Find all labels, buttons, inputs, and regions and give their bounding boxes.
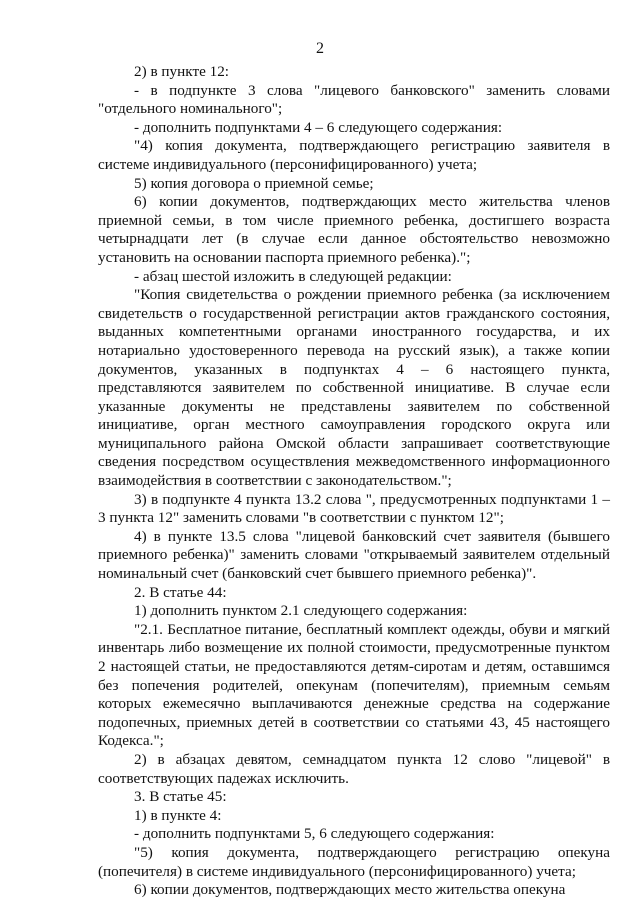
paragraph: 2) в абзацах девятом, семнадцатом пункта 12 слово "лицевой" в соответствующих падежах исключить. (98, 750, 610, 787)
paragraph: 1) дополнить пунктом 2.1 следующего содержания: (134, 602, 468, 620)
paragraph: 5) копия договора о приемной семье; (134, 174, 374, 192)
paragraph: - абзац шестой изложить в следующей редакции: (134, 267, 452, 285)
page-number: 2 (316, 40, 324, 57)
paragraph: "4) копия документа, подтверждающего регистрацию заявителя в системе индивидуального (персонифицированного) учета; (98, 137, 610, 173)
paragraph: 6) копии документов, подтверждающих место жительства опекуна (134, 881, 566, 899)
paragraph: 4) в пункте 13.5 слова "лицевой банковский счет заявителя (бывшего приемного ребенка)" заменить словами "открываемый заявителем отдельный номинальный счет (банковский счет бывшего приемного ребенка)". (98, 527, 610, 583)
paragraph: "Копия свидетельства о рождении приемного ребенка (за исключением свидетельств о государственной регистрации актов гражданского состояния, выданных компетентными органами иностранного государства, и их нотариально удостоверенного перевода на русский язык), а также копии документов, указанных в подпунктах 4 – 6 настоящего пункта, представляются заявителем по собственной инициативе. В случае если указанные документы не представлены заявителем по собственной инициативе, орган местного самоуправления городского округа или муниципального района Омской области запрашивает соответствующие сведения посредством осуществления межведомственного информационного взаимодействия в соответствии с законодательством."; (98, 286, 610, 490)
paragraph: 3) в подпункте 4 пункта 13.2 слова ", предусмотренных подпунктами 1 – 3 пункта 12" заменить словами "в соответствии с пунктом 12"; (98, 490, 610, 527)
paragraph: "5) копия документа, подтверждающего регистрацию опекуна (попечителя) в системе индивидуального (персонифицированного) учета; (98, 843, 610, 880)
paragraph: 3. В статье 45: (134, 788, 227, 806)
paragraph: 2. В статье 44: (134, 583, 227, 601)
paragraph: 2) в пункте 12: (134, 63, 230, 80)
paragraph: "2.1. Бесплатное питание, бесплатный комплект одежды, обуви и мягкий инвентарь либо возмещение их полной стоимости, предусмотренные пунктом 2 настоящей статьи, не предоставляются детям-сиротам и детям, оставшимся без попечения родителей, опекунам (попечителям), приемным семьям которых ежемесячно выплачиваются денежные средства на содержание подопечных, приемных детей в соответствии со статьями 43, 45 настоящего Кодекса."; (98, 620, 610, 750)
paragraph: 6) копии документов, подтверждающих место жительства членов приемной семьи, в том числе приемного ребенка, достигшего возраста четырнадцати лет (в случае если данное обстоятельство невозможно установить на основании паспорта приемного ребенка)."; (98, 193, 610, 266)
paragraph: 1) в пункте 4: (134, 806, 222, 824)
paragraph: - дополнить подпунктами 5, 6 следующего содержания: (134, 825, 495, 843)
paragraph: - в подпункте 3 слова "лицевого банковского" заменить словами "отдельного номинального"; (98, 81, 610, 118)
paragraph: - дополнить подпунктами 4 – 6 следующего содержания: (134, 118, 503, 136)
document-body (98, 63, 610, 900)
